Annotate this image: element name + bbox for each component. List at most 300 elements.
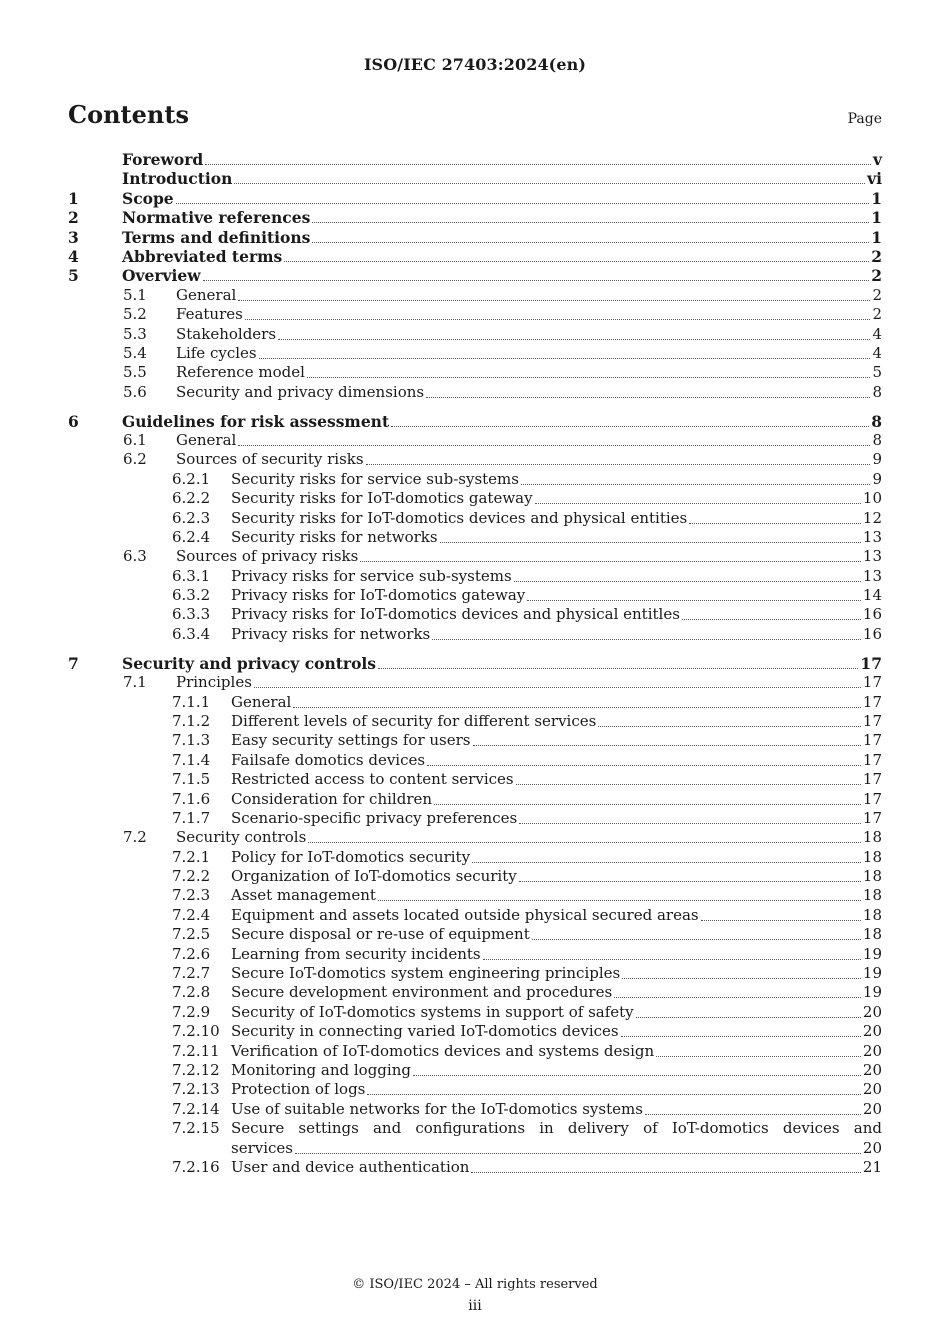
page-column-label: Page bbox=[847, 111, 882, 127]
toc-entry-line bbox=[122, 169, 882, 188]
toc-entry-line bbox=[231, 712, 882, 731]
toc-entry-number: 6.3 bbox=[123, 547, 147, 566]
toc-entry-page: 16 bbox=[862, 605, 882, 624]
toc-entry-number: 7.2.4 bbox=[172, 905, 211, 924]
toc-entry-page: 19 bbox=[862, 983, 882, 1002]
toc-entry[interactable] bbox=[68, 751, 882, 770]
toc-entry-page: 18 bbox=[862, 905, 882, 924]
dot-leader bbox=[391, 412, 869, 427]
toc-entry-number: 7.2.10 bbox=[172, 1022, 220, 1041]
dot-leader bbox=[234, 169, 865, 184]
toc-entry[interactable] bbox=[68, 412, 882, 431]
toc-entry-page: 13 bbox=[862, 527, 882, 546]
toc-entry-line bbox=[231, 470, 882, 489]
toc-entry-title: Guidelines for risk assessment bbox=[122, 411, 390, 431]
dot-leader bbox=[519, 867, 861, 882]
toc-entry-number: 6.2.3 bbox=[172, 508, 211, 527]
toc-entry-line bbox=[231, 770, 882, 789]
toc-entry-title: Asset management bbox=[231, 886, 376, 905]
toc-entry-number: 7.2.14 bbox=[172, 1099, 220, 1118]
toc-entry-title: Security risks for networks bbox=[231, 527, 438, 546]
dot-leader bbox=[689, 509, 861, 524]
toc-entry-title: Reference model bbox=[176, 363, 305, 382]
toc-entry-number: 7.2.2 bbox=[172, 867, 211, 886]
toc-entry-line bbox=[231, 925, 882, 944]
toc-entry-title: Scope bbox=[122, 188, 174, 208]
toc-entry-page: 18 bbox=[862, 867, 882, 886]
toc-entry[interactable] bbox=[68, 208, 882, 227]
dot-leader bbox=[471, 1158, 860, 1173]
toc-entry-line bbox=[122, 247, 882, 266]
page-number: iii bbox=[468, 1298, 482, 1314]
toc-entry-page: 2 bbox=[871, 246, 882, 266]
toc-entry-line bbox=[231, 605, 882, 624]
toc-entry-number: 7.1.5 bbox=[172, 770, 211, 789]
toc-entry-line bbox=[231, 693, 882, 712]
toc-entry-line bbox=[231, 528, 882, 547]
toc-entry-page: 8 bbox=[871, 411, 882, 431]
toc-entry-title: Security of IoT-domotics systems in support of safety bbox=[231, 1002, 634, 1021]
toc-entry-line bbox=[231, 509, 882, 528]
toc-entry-page: 18 bbox=[862, 847, 882, 866]
toc-entry[interactable] bbox=[68, 228, 882, 247]
toc-entry-page: 8 bbox=[872, 382, 882, 401]
toc-entry-line bbox=[176, 305, 882, 324]
dot-leader bbox=[636, 1003, 861, 1018]
toc-entry-number: 5.6 bbox=[123, 382, 147, 401]
toc-entry-title: Equipment and assets located outside physical secured areas bbox=[231, 905, 699, 924]
dot-leader bbox=[238, 286, 870, 301]
dot-leader bbox=[598, 712, 861, 727]
toc-entry-number: 7.2.8 bbox=[172, 983, 211, 1002]
toc-entry-page: 2 bbox=[871, 266, 882, 286]
toc-entry-page: 4 bbox=[872, 324, 882, 343]
toc-entry-page: 13 bbox=[862, 547, 882, 566]
toc-entry-line bbox=[122, 654, 882, 673]
toc-entry-page: 19 bbox=[862, 964, 882, 983]
toc-entry-number: 6.3.4 bbox=[172, 624, 211, 643]
toc-entry[interactable] bbox=[68, 189, 882, 208]
toc-entry-line bbox=[231, 886, 882, 905]
toc-entry-number: 7.2.1 bbox=[172, 847, 211, 866]
toc-entry[interactable] bbox=[68, 431, 882, 450]
toc-entry-title: Different levels of security for different services bbox=[231, 711, 597, 730]
toc-entry-title: Security risks for IoT-domotics devices and physical entities bbox=[231, 508, 688, 527]
toc-entry-number: 5.4 bbox=[123, 343, 147, 362]
toc-entry[interactable] bbox=[68, 867, 882, 886]
dot-leader bbox=[473, 731, 861, 746]
dot-leader bbox=[514, 567, 861, 582]
dot-leader bbox=[656, 1042, 861, 1057]
dot-leader bbox=[254, 673, 861, 688]
toc-entry-title: Abbreviated terms bbox=[122, 246, 283, 266]
toc-entry-page: 17 bbox=[862, 789, 882, 808]
dot-leader bbox=[426, 383, 870, 398]
toc-entry-title-continued: services bbox=[231, 1138, 293, 1157]
toc-entry-line bbox=[231, 1139, 882, 1158]
toc-entry[interactable] bbox=[68, 363, 882, 382]
toc-entry-number: 7.2.15 bbox=[172, 1119, 220, 1138]
toc-entry-number: 6.2.4 bbox=[172, 527, 211, 546]
dot-leader bbox=[176, 189, 870, 204]
toc-entry[interactable] bbox=[68, 266, 882, 285]
dot-leader bbox=[295, 1139, 861, 1154]
toc-entry-number: 6 bbox=[68, 411, 79, 431]
toc-entry-title: Failsafe domotics devices bbox=[231, 750, 426, 769]
dot-leader bbox=[682, 605, 861, 620]
toc-entry-title: Privacy risks for service sub-systems bbox=[231, 566, 512, 585]
toc-entry-line bbox=[176, 363, 882, 382]
toc-entry-number: 6.1 bbox=[123, 430, 147, 449]
toc-entry-line bbox=[231, 964, 882, 983]
toc-entry-page: 2 bbox=[872, 285, 882, 304]
toc-entry-number: 2 bbox=[68, 208, 79, 228]
toc-entry-line bbox=[231, 489, 882, 508]
toc-entry-title: Scenario-specific privacy preferences bbox=[231, 808, 518, 827]
toc-entry-number: 7.1.2 bbox=[172, 711, 211, 730]
toc-entry-number: 6.3.3 bbox=[172, 605, 211, 624]
toc-entry[interactable] bbox=[68, 770, 882, 789]
toc-entry[interactable] bbox=[68, 925, 882, 944]
toc-entry[interactable] bbox=[68, 1042, 882, 1061]
toc-entry-number: 5 bbox=[68, 266, 79, 286]
toc-entry-title: Protection of logs bbox=[231, 1080, 366, 1099]
toc-entry-line bbox=[122, 150, 882, 169]
page-title: Contents bbox=[68, 100, 189, 129]
toc-entry-title: Learning from security incidents bbox=[231, 944, 481, 963]
dot-leader bbox=[645, 1100, 861, 1115]
toc-entry-number: 3 bbox=[68, 227, 79, 247]
toc-entry-number: 6.3.1 bbox=[172, 566, 211, 585]
toc-entry-line bbox=[231, 1022, 882, 1041]
toc-entry[interactable] bbox=[68, 1061, 882, 1080]
toc-entry[interactable] bbox=[68, 325, 882, 344]
toc-entry-page: 18 bbox=[862, 886, 882, 905]
toc-entry-page: 17 bbox=[862, 692, 882, 711]
toc-entry-line bbox=[231, 1158, 882, 1177]
toc-entry-number: 6.2 bbox=[123, 450, 147, 469]
toc-entry[interactable] bbox=[68, 625, 882, 644]
toc-entry[interactable] bbox=[68, 247, 882, 266]
toc-entry-number: 1 bbox=[68, 188, 79, 208]
toc-entry-line bbox=[231, 809, 882, 828]
toc-entry-title: Sources of privacy risks bbox=[176, 547, 359, 566]
toc-entry-title: Principles bbox=[176, 673, 252, 692]
toc-entry-number: 7.2.9 bbox=[172, 1002, 211, 1021]
toc-entry[interactable] bbox=[68, 169, 882, 188]
toc-entry[interactable] bbox=[68, 964, 882, 983]
toc-entry-page: vi bbox=[867, 169, 882, 189]
toc-entry-title: Restricted access to content services bbox=[231, 770, 514, 789]
dot-leader bbox=[483, 945, 861, 960]
toc-entry-line bbox=[231, 1003, 882, 1022]
toc-entry-number: 7.1.1 bbox=[172, 692, 211, 711]
dot-leader bbox=[614, 983, 861, 998]
dot-leader bbox=[413, 1061, 861, 1076]
toc-entry-page: 1 bbox=[871, 188, 882, 208]
toc-entry-number: 7.2.12 bbox=[172, 1060, 220, 1079]
toc-entry-line bbox=[122, 266, 882, 285]
toc-entry-line bbox=[231, 567, 882, 586]
toc-entry-title: Secure settings and configurations in delivery of IoT-domotics devices and bbox=[231, 1119, 882, 1138]
toc-entry-line bbox=[122, 412, 882, 431]
toc-entry-line bbox=[176, 547, 882, 566]
toc-entry[interactable] bbox=[68, 383, 882, 402]
toc-entry-line bbox=[231, 586, 882, 605]
toc-entry-title: Privacy risks for IoT-domotics gateway bbox=[231, 586, 526, 605]
toc-entry-title: Secure disposal or re-use of equipment bbox=[231, 925, 530, 944]
toc-entry[interactable] bbox=[68, 1100, 882, 1119]
toc-entry-page: 14 bbox=[862, 586, 882, 605]
dot-leader bbox=[378, 886, 861, 901]
toc-entry-page: 20 bbox=[862, 1060, 882, 1079]
toc-entry-line bbox=[176, 431, 882, 450]
toc-entry[interactable] bbox=[68, 790, 882, 809]
toc-entry-title: Easy security settings for users bbox=[231, 731, 471, 750]
toc-entry-title: Consideration for children bbox=[231, 789, 433, 808]
toc-entry-page: 9 bbox=[872, 450, 882, 469]
dot-leader bbox=[278, 325, 870, 340]
toc-entry-page: 12 bbox=[862, 508, 882, 527]
dot-leader bbox=[203, 266, 870, 281]
dot-leader bbox=[312, 208, 869, 223]
toc-entry[interactable] bbox=[68, 470, 882, 489]
document-header: ISO/IEC 27403:2024(en) bbox=[363, 55, 587, 74]
toc-entry[interactable] bbox=[68, 344, 882, 363]
toc-entry-title: Monitoring and logging bbox=[231, 1060, 411, 1079]
toc-entry-line bbox=[231, 983, 882, 1002]
toc-entry-number: 5.3 bbox=[123, 324, 147, 343]
toc-entry[interactable] bbox=[68, 489, 882, 508]
dot-leader bbox=[312, 228, 869, 243]
toc-entry-title: Security controls bbox=[176, 828, 307, 847]
toc-entry-number: 5.2 bbox=[123, 305, 147, 324]
toc-entry-page: 1 bbox=[871, 208, 882, 228]
toc-entry-number: 7.1.7 bbox=[172, 808, 211, 827]
toc-entry-page: 20 bbox=[862, 1138, 882, 1157]
dot-leader bbox=[532, 925, 861, 940]
toc-entry-page: 21 bbox=[862, 1157, 882, 1176]
toc-entry-page: 17 bbox=[862, 808, 882, 827]
toc-entry[interactable] bbox=[68, 828, 882, 847]
toc-entry-page: 20 bbox=[862, 1080, 882, 1099]
dot-leader bbox=[432, 625, 861, 640]
toc-entry-title: Security and privacy dimensions bbox=[176, 382, 425, 401]
toc-entry[interactable] bbox=[68, 286, 882, 305]
toc-entry-title: Security risks for IoT-domotics gateway bbox=[231, 489, 533, 508]
toc-entry-page: 18 bbox=[862, 828, 882, 847]
toc-entry-number: 7.2 bbox=[123, 828, 147, 847]
toc-entry[interactable] bbox=[68, 712, 882, 731]
toc-entry-number: 6.3.2 bbox=[172, 586, 211, 605]
toc-entry[interactable] bbox=[68, 547, 882, 566]
toc-entry-line bbox=[231, 625, 882, 644]
toc-entry-line bbox=[176, 344, 882, 363]
toc-entry-number: 4 bbox=[68, 246, 79, 266]
toc-entry-page: 5 bbox=[872, 363, 882, 382]
toc-entry-title: Verification of IoT-domotics devices and systems design bbox=[231, 1041, 655, 1060]
toc-entry-number: 6.2.1 bbox=[172, 469, 211, 488]
toc-entry[interactable] bbox=[68, 586, 882, 605]
toc-entry-page: 17 bbox=[862, 673, 882, 692]
toc-entry[interactable] bbox=[68, 886, 882, 905]
toc-entry-line bbox=[231, 945, 882, 964]
toc-entry-number: 5.1 bbox=[123, 285, 147, 304]
toc-entry-number: 7.2.3 bbox=[172, 886, 211, 905]
toc-entry-title: Use of suitable networks for the IoT-domotics systems bbox=[231, 1099, 643, 1118]
toc-entry-line bbox=[231, 906, 882, 925]
dot-leader bbox=[308, 828, 861, 843]
dot-leader bbox=[519, 809, 861, 824]
toc-entry-title: User and device authentication bbox=[231, 1157, 470, 1176]
toc-entry[interactable] bbox=[68, 848, 882, 867]
toc-entry-number: 6.2.2 bbox=[172, 489, 211, 508]
toc-entry-title: Foreword bbox=[122, 150, 204, 169]
dot-leader bbox=[472, 848, 861, 863]
toc-entry-line bbox=[176, 450, 882, 469]
toc-entry-title: Security risks for service sub-systems bbox=[231, 469, 519, 488]
dot-leader bbox=[521, 470, 870, 485]
toc-entry-title: Terms and definitions bbox=[122, 227, 311, 247]
toc-entry[interactable] bbox=[68, 693, 882, 712]
toc-entry-number: 7.2.16 bbox=[172, 1157, 220, 1176]
toc-entry-line bbox=[231, 731, 882, 750]
toc-entry-page: 13 bbox=[862, 566, 882, 585]
toc-entry-number: 7.2.13 bbox=[172, 1080, 220, 1099]
toc-entry-title: Features bbox=[176, 305, 243, 324]
toc-entry[interactable] bbox=[68, 983, 882, 1002]
toc-entry[interactable] bbox=[68, 1158, 882, 1177]
dot-leader bbox=[293, 693, 861, 708]
toc-entry-title: Stakeholders bbox=[176, 324, 277, 343]
toc-entry-title: Secure development environment and procedures bbox=[231, 983, 613, 1002]
toc-entry[interactable] bbox=[68, 673, 882, 692]
toc-entry-title: General bbox=[231, 692, 292, 711]
toc-entry-page: 18 bbox=[862, 925, 882, 944]
toc-entry[interactable] bbox=[68, 1119, 882, 1158]
toc-entry[interactable] bbox=[68, 605, 882, 624]
toc-entry[interactable] bbox=[68, 305, 882, 324]
toc-entry-page: 19 bbox=[862, 944, 882, 963]
dot-leader bbox=[516, 770, 861, 785]
toc-entry-title: Sources of security risks bbox=[176, 450, 364, 469]
dot-leader bbox=[259, 344, 871, 359]
dot-leader bbox=[205, 150, 871, 165]
dot-leader bbox=[535, 489, 861, 504]
toc-entry-line bbox=[176, 673, 882, 692]
toc-entry-number: 7.2.6 bbox=[172, 944, 211, 963]
toc-entry-title: Introduction bbox=[122, 169, 233, 189]
toc-entry-line bbox=[122, 228, 882, 247]
toc-entry-line bbox=[231, 1100, 882, 1119]
dot-leader bbox=[284, 247, 869, 262]
toc-entry[interactable] bbox=[68, 731, 882, 750]
toc-entry[interactable] bbox=[68, 654, 882, 673]
dot-leader bbox=[378, 654, 858, 669]
toc-entry[interactable] bbox=[68, 1003, 882, 1022]
toc-entry-page: 16 bbox=[862, 624, 882, 643]
toc-entry-number: 7.1.4 bbox=[172, 750, 211, 769]
toc-entry-title: Organization of IoT-domotics security bbox=[231, 867, 517, 886]
toc-entry-number: 7 bbox=[68, 653, 79, 673]
toc-entry-number: 7.1.3 bbox=[172, 731, 211, 750]
toc-entry-line bbox=[231, 1042, 882, 1061]
toc-entry-page: 1 bbox=[871, 227, 882, 247]
toc-entry-line bbox=[231, 790, 882, 809]
toc-entry-line bbox=[231, 1061, 882, 1080]
dot-leader bbox=[367, 1080, 861, 1095]
toc-entry-line bbox=[231, 751, 882, 770]
toc-entry-page: 20 bbox=[862, 1022, 882, 1041]
toc-entry-page: 17 bbox=[862, 770, 882, 789]
toc-entry-page: 9 bbox=[872, 469, 882, 488]
toc-entry[interactable] bbox=[68, 1080, 882, 1099]
toc-entry-title: Normative references bbox=[122, 208, 311, 228]
toc-entry-title: Overview bbox=[122, 266, 201, 286]
toc-entry-line bbox=[122, 208, 882, 227]
toc-entry-line bbox=[122, 189, 882, 208]
toc-entry-line bbox=[176, 325, 882, 344]
toc-entry-page: 20 bbox=[862, 1002, 882, 1021]
toc-entry-line bbox=[176, 828, 882, 847]
toc-entry[interactable] bbox=[68, 150, 882, 169]
toc-entry-number: 5.5 bbox=[123, 363, 147, 382]
toc-entry-title: Life cycles bbox=[176, 343, 257, 362]
toc-entry[interactable] bbox=[68, 945, 882, 964]
toc-entry[interactable] bbox=[68, 1022, 882, 1041]
dot-leader bbox=[366, 450, 871, 465]
toc-entry-title: Security in connecting varied IoT-domotics devices bbox=[231, 1022, 619, 1041]
toc-entry[interactable] bbox=[68, 809, 882, 828]
copyright-footer: © ISO/IEC 2024 – All rights reserved bbox=[352, 1277, 598, 1292]
toc-entry[interactable] bbox=[68, 450, 882, 469]
toc-entry[interactable] bbox=[68, 567, 882, 586]
toc-entry[interactable] bbox=[68, 509, 882, 528]
dot-leader bbox=[238, 431, 870, 446]
dot-leader bbox=[621, 1022, 861, 1037]
toc-entry-title: General bbox=[176, 430, 237, 449]
toc-entry-page: v bbox=[872, 150, 882, 169]
dot-leader bbox=[307, 363, 871, 378]
toc-entry-line bbox=[176, 286, 882, 305]
dot-leader bbox=[434, 790, 861, 805]
toc-entry-line bbox=[231, 1080, 882, 1099]
toc-entry-title: Secure IoT-domotics system engineering principles bbox=[231, 964, 621, 983]
toc-entry-number: 7.1.6 bbox=[172, 789, 211, 808]
dot-leader bbox=[622, 964, 861, 979]
dot-leader bbox=[527, 586, 861, 601]
toc-entry-number: 7.2.5 bbox=[172, 925, 211, 944]
table-of-contents bbox=[68, 150, 882, 1177]
toc-entry-page: 17 bbox=[862, 750, 882, 769]
dot-leader bbox=[440, 528, 861, 543]
toc-entry[interactable] bbox=[68, 528, 882, 547]
toc-entry-title: General bbox=[176, 285, 237, 304]
dot-leader bbox=[427, 751, 861, 766]
dot-leader bbox=[245, 305, 871, 320]
toc-entry-line bbox=[231, 867, 882, 886]
toc-entry-number: 7.2.11 bbox=[172, 1041, 220, 1060]
toc-entry-line bbox=[231, 848, 882, 867]
toc-entry[interactable] bbox=[68, 906, 882, 925]
toc-entry-page: 20 bbox=[862, 1099, 882, 1118]
toc-entry-number: 7.2.7 bbox=[172, 964, 211, 983]
toc-entry-page: 10 bbox=[862, 489, 882, 508]
toc-entry-page: 20 bbox=[862, 1041, 882, 1060]
toc-entry-title: Privacy risks for networks bbox=[231, 624, 431, 643]
toc-entry-line bbox=[176, 383, 882, 402]
toc-entry-page: 4 bbox=[872, 343, 882, 362]
